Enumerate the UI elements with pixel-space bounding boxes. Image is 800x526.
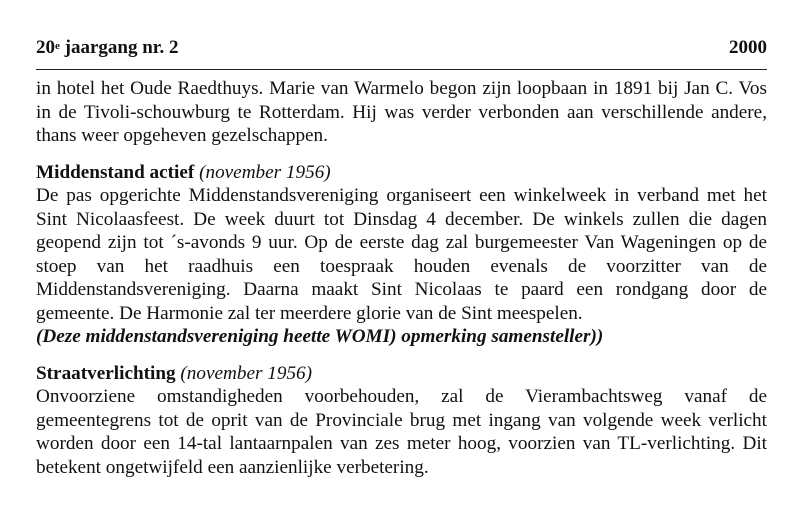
article-body: De pas opgerichte Middenstandsvereniging organiseert een winkelweek in verband met het Sint Nicolaasfeest. De week duurt tot Dinsdag 4 december. De winkels zullen die dagen geopend zijn tot ´s-avonds 9 uur. Op de eerste dag zal burgemeester Van Wageningen op de stoep van het raadhuis een toespraak houden evenals de voorzitter van de Middenstandsvereniging. Daarna maakt Sint Nicolaas te paard een rondgang door de gemeente. De Harmonie zal ter meerdere glorie van de Sint meespelen. (36, 185, 767, 324)
issue-year: 2000 (729, 37, 767, 58)
compiler-note: (Deze middenstandsvereniging heette WOMI) opmerking samensteller)) (36, 326, 604, 347)
intro-paragraph: in hotel het Oude Raedthuys. Marie van Warmelo begon zijn loopbaan in 1891 bij Jan C. Vos in de Tivoli-schouwburg te Rotterdam. Hij was verder verbonden aan verschillende andere, thans weer opgeheven gezelschappen. (36, 78, 767, 146)
article-heading (36, 362, 767, 386)
issue-rest: jaargang nr. 2 (59, 37, 179, 58)
issue-suffix: e (55, 40, 60, 52)
article-middenstand-actief (36, 161, 767, 349)
page-header (36, 36, 767, 70)
article-title: Straatverlichting (36, 362, 176, 384)
article-body: Onvoorziene omstandigheden voorbehouden, zal de Vierambachtsweg vanaf de gemeentegrens tot de oprit van de Provinciale brug met ingang van volgende week verlicht worden door een 14-tal lantaarnpalen van zes meter hoog, voorzien van TL-verlichting. Dit betekent ongetwijfeld een aanzienlijke verbetering. (36, 386, 767, 478)
document-page (36, 36, 767, 479)
article-date: (november 1956) (199, 161, 331, 183)
article-title: Middenstand actief (36, 161, 195, 183)
issue-number: 20 (36, 37, 55, 58)
article-date: (november 1956) (180, 362, 313, 384)
issue-label (36, 36, 178, 60)
article-straatverlichting (36, 362, 767, 480)
article-heading (36, 161, 767, 185)
